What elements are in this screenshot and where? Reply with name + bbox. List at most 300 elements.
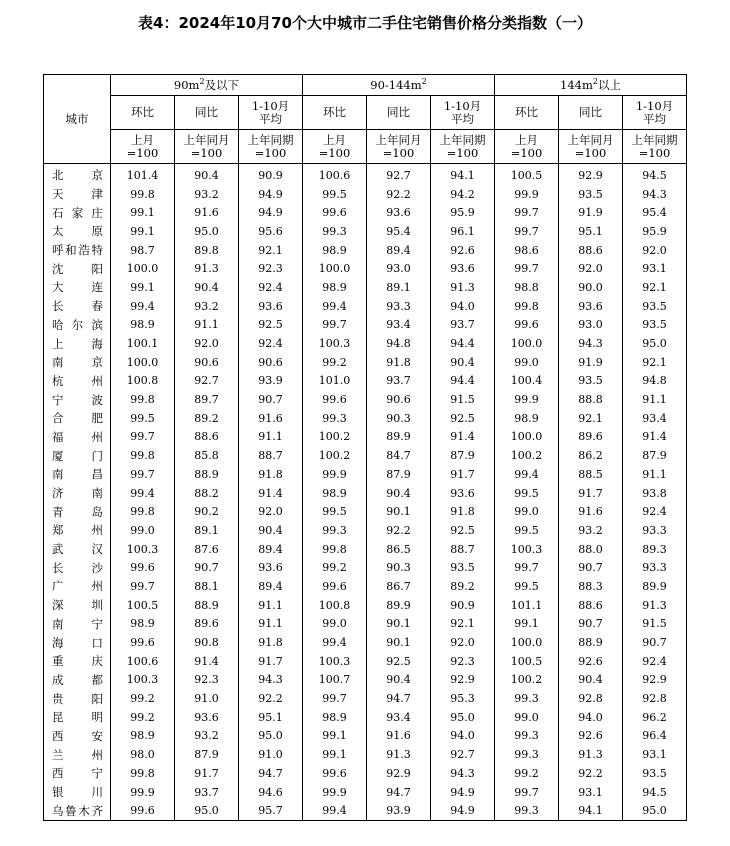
index-value: 90.1	[367, 633, 431, 652]
index-value: 95.3	[431, 689, 495, 708]
index-value: 95.1	[559, 222, 623, 241]
index-value: 99.3	[495, 801, 559, 820]
index-value: 93.9	[367, 801, 431, 820]
index-value: 99.1	[111, 203, 175, 222]
index-value: 95.9	[623, 222, 687, 241]
index-value: 91.4	[239, 484, 303, 503]
table-row	[44, 783, 687, 802]
index-value: 90.4	[175, 164, 239, 185]
index-value: 87.6	[175, 540, 239, 559]
sub-header-label: 环比	[495, 96, 559, 130]
table-row	[44, 185, 687, 204]
index-value: 96.4	[623, 727, 687, 746]
index-value: 92.1	[623, 278, 687, 297]
index-value: 90.1	[367, 502, 431, 521]
sub-header-base: 上年同期 =100	[431, 130, 495, 164]
index-value: 90.8	[175, 633, 239, 652]
index-value: 100.3	[303, 652, 367, 671]
index-value: 94.7	[239, 764, 303, 783]
index-value: 92.8	[559, 689, 623, 708]
city-name: 太原	[44, 222, 111, 241]
index-value: 92.6	[559, 652, 623, 671]
index-value: 99.9	[303, 465, 367, 484]
index-value: 99.7	[495, 203, 559, 222]
index-value: 91.7	[559, 484, 623, 503]
index-value: 92.7	[175, 372, 239, 391]
index-value: 94.0	[431, 727, 495, 746]
index-value: 100.8	[303, 596, 367, 615]
table-row	[44, 390, 687, 409]
index-value: 100.0	[495, 428, 559, 447]
index-value: 91.3	[367, 745, 431, 764]
index-value: 99.2	[111, 708, 175, 727]
table-row	[44, 521, 687, 540]
index-value: 99.5	[495, 521, 559, 540]
index-value: 92.9	[367, 764, 431, 783]
index-value: 90.9	[431, 596, 495, 615]
table-row	[44, 633, 687, 652]
sub-header-label: 1-10月 平均	[239, 96, 303, 130]
index-value: 92.1	[431, 615, 495, 634]
index-value: 93.6	[239, 558, 303, 577]
index-value: 91.0	[175, 689, 239, 708]
table-row	[44, 428, 687, 447]
index-value: 99.6	[111, 633, 175, 652]
index-value: 93.4	[623, 409, 687, 428]
index-value: 95.0	[175, 222, 239, 241]
index-value: 94.7	[367, 783, 431, 802]
table-row	[44, 801, 687, 820]
index-value: 95.0	[623, 334, 687, 353]
index-value: 88.6	[175, 428, 239, 447]
index-value: 100.3	[111, 671, 175, 690]
index-value: 95.0	[239, 727, 303, 746]
index-value: 99.3	[303, 409, 367, 428]
index-value: 87.9	[623, 446, 687, 465]
table-row	[44, 615, 687, 634]
index-value: 91.5	[623, 615, 687, 634]
index-value: 88.6	[559, 596, 623, 615]
header-row-labels	[44, 96, 687, 130]
index-value: 100.2	[495, 446, 559, 465]
index-value: 100.2	[495, 671, 559, 690]
table-row	[44, 727, 687, 746]
index-value: 91.4	[175, 652, 239, 671]
city-name: 重庆	[44, 652, 111, 671]
index-value: 99.3	[495, 745, 559, 764]
table-row	[44, 353, 687, 372]
index-value: 91.1	[623, 465, 687, 484]
index-value: 92.5	[431, 521, 495, 540]
index-value: 99.2	[111, 689, 175, 708]
index-value: 91.1	[239, 428, 303, 447]
index-value: 99.7	[495, 222, 559, 241]
index-value: 99.2	[303, 353, 367, 372]
index-value: 91.8	[239, 633, 303, 652]
city-name: 西安	[44, 727, 111, 746]
index-value: 99.8	[111, 390, 175, 409]
index-value: 89.8	[175, 241, 239, 260]
index-value: 94.8	[623, 372, 687, 391]
index-value: 91.8	[239, 465, 303, 484]
index-value: 86.2	[559, 446, 623, 465]
index-value: 94.3	[559, 334, 623, 353]
index-value: 92.7	[367, 164, 431, 185]
table-row	[44, 222, 687, 241]
index-value: 91.3	[623, 596, 687, 615]
index-value: 98.6	[495, 241, 559, 260]
index-value: 92.0	[623, 241, 687, 260]
sub-header-base: 上年同月 =100	[559, 130, 623, 164]
index-value: 93.6	[559, 297, 623, 316]
index-value: 90.2	[175, 502, 239, 521]
index-value: 92.2	[367, 521, 431, 540]
index-value: 90.4	[559, 671, 623, 690]
index-value: 89.7	[175, 390, 239, 409]
index-value: 93.2	[559, 521, 623, 540]
index-value: 90.9	[239, 164, 303, 185]
index-value: 91.4	[623, 428, 687, 447]
index-value: 92.1	[559, 409, 623, 428]
index-value: 91.7	[175, 764, 239, 783]
index-value: 91.9	[559, 353, 623, 372]
city-name: 海口	[44, 633, 111, 652]
index-value: 99.6	[111, 558, 175, 577]
index-value: 95.0	[431, 708, 495, 727]
index-value: 98.8	[495, 278, 559, 297]
index-value: 99.2	[495, 764, 559, 783]
index-value: 98.9	[495, 409, 559, 428]
index-value: 92.0	[431, 633, 495, 652]
index-value: 93.3	[623, 558, 687, 577]
index-value: 90.7	[239, 390, 303, 409]
index-value: 89.4	[239, 540, 303, 559]
index-value: 90.4	[431, 353, 495, 372]
city-name: 南宁	[44, 615, 111, 634]
city-name: 宁波	[44, 390, 111, 409]
index-value: 92.9	[559, 164, 623, 185]
index-value: 92.9	[623, 671, 687, 690]
city-name: 长春	[44, 297, 111, 316]
index-value: 90.3	[367, 409, 431, 428]
index-value: 91.1	[239, 596, 303, 615]
index-value: 99.7	[111, 465, 175, 484]
header-row-groups	[44, 75, 687, 96]
index-value: 99.7	[303, 316, 367, 335]
city-name: 石家庄	[44, 203, 111, 222]
index-value: 93.2	[175, 297, 239, 316]
index-value: 88.1	[175, 577, 239, 596]
index-value: 93.3	[623, 521, 687, 540]
index-value: 91.4	[431, 428, 495, 447]
table-row	[44, 502, 687, 521]
index-value: 99.3	[303, 521, 367, 540]
group-header-3: $144m^2$以上	[495, 75, 687, 96]
index-value: 92.0	[175, 334, 239, 353]
index-value: 95.4	[367, 222, 431, 241]
index-value: 99.9	[303, 783, 367, 802]
sub-header-base: 上年同期 =100	[239, 130, 303, 164]
city-name: 合肥	[44, 409, 111, 428]
index-value: 88.9	[175, 465, 239, 484]
index-value: 93.1	[623, 259, 687, 278]
index-value: 91.8	[367, 353, 431, 372]
index-value: 99.4	[111, 484, 175, 503]
index-value: 94.7	[367, 689, 431, 708]
city-name: 天津	[44, 185, 111, 204]
index-value: 100.2	[303, 446, 367, 465]
city-name: 长沙	[44, 558, 111, 577]
index-value: 88.8	[559, 390, 623, 409]
index-value: 94.5	[623, 783, 687, 802]
table-row	[44, 372, 687, 391]
index-value: 98.9	[111, 727, 175, 746]
index-value: 89.1	[367, 278, 431, 297]
index-value: 99.9	[495, 390, 559, 409]
index-value: 91.7	[239, 652, 303, 671]
index-value: 93.5	[559, 372, 623, 391]
index-value: 99.3	[495, 689, 559, 708]
index-value: 93.4	[367, 316, 431, 335]
index-value: 90.0	[559, 278, 623, 297]
city-name: 兰州	[44, 745, 111, 764]
city-name: 深圳	[44, 596, 111, 615]
city-name: 大连	[44, 278, 111, 297]
index-value: 91.6	[239, 409, 303, 428]
index-value: 92.1	[623, 353, 687, 372]
city-name: 哈尔滨	[44, 316, 111, 335]
sub-header-base: 上月 =100	[303, 130, 367, 164]
index-value: 87.9	[367, 465, 431, 484]
index-value: 88.2	[175, 484, 239, 503]
index-value: 90.1	[367, 615, 431, 634]
index-value: 99.5	[111, 409, 175, 428]
table-row	[44, 708, 687, 727]
index-value: 98.9	[303, 278, 367, 297]
index-value: 100.5	[495, 164, 559, 185]
table-row	[44, 278, 687, 297]
index-value: 89.3	[623, 540, 687, 559]
index-value: 99.7	[303, 689, 367, 708]
index-value: 91.1	[175, 316, 239, 335]
index-value: 99.1	[303, 727, 367, 746]
index-value: 99.6	[111, 801, 175, 820]
city-name: 厦门	[44, 446, 111, 465]
sub-header-base: 上月 =100	[111, 130, 175, 164]
index-value: 99.7	[495, 558, 559, 577]
index-value: 99.4	[303, 297, 367, 316]
index-value: 93.5	[431, 558, 495, 577]
index-value: 91.6	[175, 203, 239, 222]
index-value: 89.9	[367, 428, 431, 447]
index-value: 92.0	[239, 502, 303, 521]
index-value: 91.1	[239, 615, 303, 634]
index-value: 88.3	[559, 577, 623, 596]
index-value: 94.4	[431, 372, 495, 391]
city-name: 呼和浩特	[44, 241, 111, 260]
table-row	[44, 484, 687, 503]
index-value: 91.1	[623, 390, 687, 409]
index-value: 98.0	[111, 745, 175, 764]
index-value: 94.9	[239, 185, 303, 204]
index-value: 99.6	[303, 203, 367, 222]
index-value: 94.3	[623, 185, 687, 204]
index-value: 92.5	[431, 409, 495, 428]
city-name: 上海	[44, 334, 111, 353]
index-value: 93.7	[431, 316, 495, 335]
index-value: 95.0	[175, 801, 239, 820]
index-value: 99.4	[303, 801, 367, 820]
city-name: 昆明	[44, 708, 111, 727]
city-name: 南京	[44, 353, 111, 372]
table-row	[44, 540, 687, 559]
index-value: 86.7	[367, 577, 431, 596]
index-value: 89.4	[239, 577, 303, 596]
table-row	[44, 764, 687, 783]
table-row	[44, 259, 687, 278]
index-value: 94.1	[559, 801, 623, 820]
index-value: 92.5	[367, 652, 431, 671]
index-value: 101.4	[111, 164, 175, 185]
index-value: 100.3	[111, 540, 175, 559]
sub-header-base: 上月 =100	[495, 130, 559, 164]
city-name: 济南	[44, 484, 111, 503]
index-value: 100.5	[495, 652, 559, 671]
index-value: 94.9	[239, 203, 303, 222]
index-value: 90.7	[175, 558, 239, 577]
index-value: 91.9	[559, 203, 623, 222]
index-value: 99.6	[303, 390, 367, 409]
group-header-2: $90-144m^2$	[303, 75, 495, 96]
page-title: 表4：2024年10月70个大中城市二手住宅销售价格分类指数（一）	[138, 14, 592, 32]
index-value: 99.7	[111, 428, 175, 447]
index-value: 93.6	[431, 484, 495, 503]
table-row	[44, 203, 687, 222]
index-value: 93.0	[559, 316, 623, 335]
index-value: 99.4	[303, 633, 367, 652]
index-value: 89.2	[431, 577, 495, 596]
index-value: 99.4	[111, 297, 175, 316]
index-value: 94.6	[239, 783, 303, 802]
index-value: 90.4	[367, 671, 431, 690]
index-value: 93.6	[431, 259, 495, 278]
index-value: 88.5	[559, 465, 623, 484]
index-value: 92.6	[431, 241, 495, 260]
index-value: 98.9	[111, 316, 175, 335]
index-value: 92.3	[431, 652, 495, 671]
index-value: 98.9	[111, 615, 175, 634]
city-column-header: 城市	[44, 75, 111, 164]
table-row	[44, 465, 687, 484]
index-value: 99.1	[495, 615, 559, 634]
table-row	[44, 409, 687, 428]
index-value: 85.8	[175, 446, 239, 465]
index-value: 98.9	[303, 484, 367, 503]
index-value: 100.0	[303, 259, 367, 278]
index-value: 91.3	[559, 745, 623, 764]
index-value: 89.1	[175, 521, 239, 540]
index-value: 93.8	[623, 484, 687, 503]
city-name: 银川	[44, 783, 111, 802]
index-value: 99.1	[303, 745, 367, 764]
index-value: 93.7	[175, 783, 239, 802]
table-row	[44, 745, 687, 764]
index-value: 93.5	[623, 764, 687, 783]
index-value: 99.0	[111, 521, 175, 540]
index-value: 93.1	[559, 783, 623, 802]
sub-header-label: 环比	[111, 96, 175, 130]
sub-header-label: 1-10月 平均	[431, 96, 495, 130]
index-value: 93.7	[367, 372, 431, 391]
index-value: 90.6	[367, 390, 431, 409]
index-value: 92.5	[239, 316, 303, 335]
city-name: 杭州	[44, 372, 111, 391]
index-value: 89.6	[559, 428, 623, 447]
index-value: 99.9	[111, 783, 175, 802]
index-value: 99.8	[303, 540, 367, 559]
index-value: 88.6	[559, 241, 623, 260]
index-value: 99.2	[303, 558, 367, 577]
index-value: 94.2	[431, 185, 495, 204]
index-value: 86.5	[367, 540, 431, 559]
index-value: 94.9	[431, 801, 495, 820]
index-value: 100.6	[111, 652, 175, 671]
index-value: 89.9	[367, 596, 431, 615]
city-name: 武汉	[44, 540, 111, 559]
index-value: 91.7	[431, 465, 495, 484]
index-value: 94.4	[431, 334, 495, 353]
table-row	[44, 297, 687, 316]
index-value: 99.8	[111, 502, 175, 521]
index-value: 92.8	[623, 689, 687, 708]
index-value: 100.3	[495, 540, 559, 559]
table-row	[44, 241, 687, 260]
index-value: 90.4	[239, 521, 303, 540]
city-name: 成都	[44, 671, 111, 690]
index-value: 92.4	[623, 502, 687, 521]
index-value: 100.2	[303, 428, 367, 447]
index-value: 92.4	[239, 278, 303, 297]
index-value: 88.0	[559, 540, 623, 559]
index-value: 93.6	[239, 297, 303, 316]
index-value: 95.7	[239, 801, 303, 820]
index-value: 99.3	[303, 222, 367, 241]
city-name: 郑州	[44, 521, 111, 540]
index-value: 99.5	[495, 484, 559, 503]
index-value: 93.5	[623, 316, 687, 335]
index-value: 93.9	[239, 372, 303, 391]
index-value: 99.8	[495, 297, 559, 316]
index-value: 93.5	[623, 297, 687, 316]
table-row	[44, 689, 687, 708]
index-value: 91.6	[367, 727, 431, 746]
index-value: 94.0	[431, 297, 495, 316]
index-value: 99.7	[111, 577, 175, 596]
index-value: 98.9	[303, 708, 367, 727]
index-value: 90.7	[559, 558, 623, 577]
index-value: 90.6	[239, 353, 303, 372]
index-value: 99.9	[495, 185, 559, 204]
index-value: 84.7	[367, 446, 431, 465]
index-value: 101.0	[303, 372, 367, 391]
index-value: 95.4	[623, 203, 687, 222]
index-value: 93.5	[559, 185, 623, 204]
index-value: 92.2	[367, 185, 431, 204]
index-value: 100.3	[303, 334, 367, 353]
index-value: 99.1	[111, 222, 175, 241]
sub-header-label: 同比	[559, 96, 623, 130]
index-value: 99.0	[495, 353, 559, 372]
